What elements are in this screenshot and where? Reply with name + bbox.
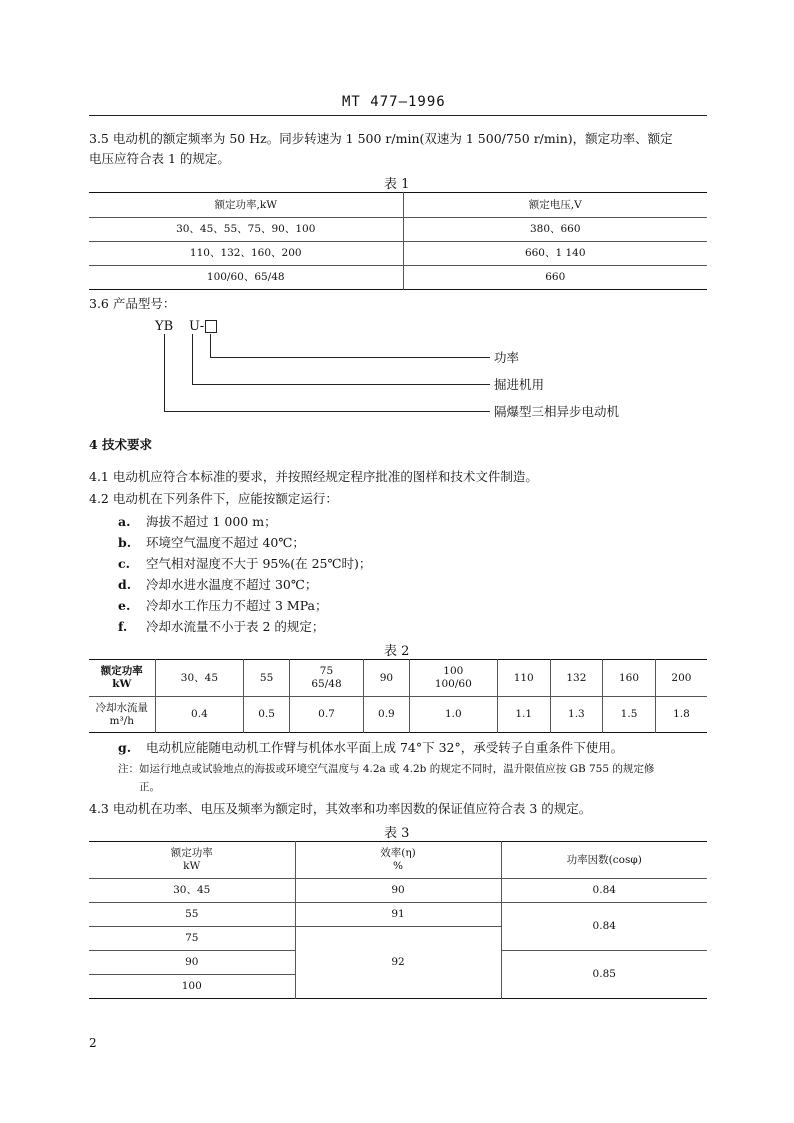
list-item-label: g. bbox=[118, 740, 132, 755]
table-cell: 55 bbox=[244, 660, 290, 697]
s4-title: 4 技术要求 bbox=[89, 437, 153, 452]
table-cell: 90 bbox=[295, 879, 501, 903]
s35-line1: 3.5 电动机的额定频率为 50 Hz。同步转速为 1 500 r/min(双速为 1 500/750 r/min)，额定功率、额定 bbox=[89, 131, 673, 146]
label-mining: 掘进机用 bbox=[494, 377, 545, 392]
s36-title: 3.6 产品型号： bbox=[89, 296, 176, 311]
table3 bbox=[89, 841, 707, 999]
table-row bbox=[89, 266, 707, 290]
table-cell: 1.3 bbox=[550, 697, 603, 733]
table-cell-line: 效率(η) bbox=[380, 847, 416, 859]
table-cell: 660 bbox=[403, 266, 707, 290]
list-item-label: c. bbox=[118, 556, 130, 571]
label-motor: 隔爆型三相异步电动机 bbox=[494, 404, 620, 419]
table-row bbox=[89, 879, 707, 903]
table-cell: 380、660 bbox=[403, 218, 707, 242]
header-rule bbox=[89, 115, 707, 116]
table-cell: 90 bbox=[89, 951, 295, 975]
header-title: MT 477—1996 bbox=[342, 94, 446, 110]
s42-text: 4.2 电动机在下列条件下，应能按额定运行： bbox=[89, 491, 338, 506]
table-cell-line: 额定功率 bbox=[100, 665, 143, 677]
list-item: 冷却水流量不小于表 2 的规定； bbox=[146, 619, 325, 634]
list-item: 环境空气温度不超过 40℃； bbox=[146, 535, 305, 550]
table-cell-line: % bbox=[393, 860, 403, 872]
list-item-label: e. bbox=[118, 598, 131, 613]
table-row bbox=[89, 242, 707, 266]
table-cell: 110 bbox=[497, 660, 550, 697]
table2-flow-head bbox=[89, 697, 155, 733]
list-item: 冷却水工作压力不超过 3 MPa； bbox=[146, 598, 328, 613]
table1 bbox=[89, 192, 707, 290]
list-item-label: d. bbox=[118, 577, 132, 592]
table-cell: 91 bbox=[295, 903, 501, 927]
table2-caption: 表 2 bbox=[384, 644, 410, 659]
table-row bbox=[89, 660, 707, 697]
table-cell: 0.9 bbox=[364, 697, 410, 733]
table-cell: 30、45、55、75、90、100 bbox=[89, 218, 403, 242]
table-row bbox=[89, 697, 707, 733]
table-cell: 75 bbox=[89, 927, 295, 951]
leader-motor-h bbox=[164, 411, 490, 412]
table-cell: 75 65/48 bbox=[289, 660, 363, 697]
table-cell: 1.0 bbox=[409, 697, 497, 733]
table-cell: 30、45 bbox=[89, 879, 295, 903]
table-cell: 160 bbox=[603, 660, 656, 697]
table3-header-eff bbox=[295, 842, 501, 879]
list-item: 空气相对湿度不大于 95%(在 25℃时)； bbox=[146, 556, 372, 571]
leader-motor-v bbox=[164, 334, 165, 411]
leader-power-v bbox=[210, 334, 211, 357]
note-line1: 注：如运行地点或试验地点的海拔或环境空气温度与 4.2a 或 4.2b 的规定不同时，温升限值应按 GB 755 的规定修 bbox=[118, 763, 655, 775]
s35-line2: 电压应符合表 1 的规定。 bbox=[89, 151, 230, 166]
table-cell: 0.5 bbox=[244, 697, 290, 733]
table-cell: 200 bbox=[655, 660, 707, 697]
note-line2: 正。 bbox=[139, 781, 160, 793]
list-item-label: f. bbox=[118, 619, 128, 634]
page-number: 2 bbox=[89, 1036, 97, 1050]
table2-power-head bbox=[89, 660, 155, 697]
table-cell: 100 bbox=[89, 975, 295, 999]
table3-header-power bbox=[89, 842, 295, 879]
table-cell: 1.8 bbox=[673, 708, 690, 720]
s41-text: 4.1 电动机应符合本标准的要求，并按照经规定程序批准的图样和技术文件制造。 bbox=[89, 469, 538, 484]
table-cell-line: kW bbox=[183, 860, 201, 872]
table-cell: 0.84 bbox=[501, 903, 707, 951]
table-cell: 30、45 bbox=[155, 660, 244, 697]
table3-header-pf: 功率因数(cosφ) bbox=[566, 853, 642, 866]
table-cell: 55 bbox=[89, 903, 295, 927]
table-cell-line: kW bbox=[112, 678, 132, 690]
table-cell: 110、132、160、200 bbox=[89, 242, 403, 266]
table2 bbox=[89, 659, 707, 733]
table1-caption: 表 1 bbox=[384, 177, 410, 192]
table1-header-voltage: 额定电压,V bbox=[528, 198, 582, 211]
list-item-label: a. bbox=[118, 514, 131, 529]
list-item-label: b. bbox=[118, 535, 132, 550]
table-cell: 660、1 140 bbox=[403, 242, 707, 266]
table-cell: 0.4 bbox=[155, 697, 244, 733]
leader-power-h bbox=[210, 357, 490, 358]
list-item: 海拔不超过 1 000 m； bbox=[146, 514, 277, 529]
table-row bbox=[89, 218, 707, 242]
table-cell: 100 100/60 bbox=[409, 660, 497, 697]
list-item: 电动机应能随电动机工作臂与机体水平面上成 74°下 32°，承受转子自重条件下使用。 bbox=[146, 740, 624, 755]
table-cell: 1.5 bbox=[603, 697, 656, 733]
table1-header-row bbox=[89, 193, 707, 218]
table-row bbox=[89, 903, 707, 927]
table-cell-line: 冷却水流量 bbox=[95, 701, 148, 714]
table-cell: 0.7 bbox=[289, 697, 363, 733]
table-cell-line: 额定功率 bbox=[170, 847, 213, 859]
table-cell: 0.85 bbox=[501, 951, 707, 999]
table-cell: 90 bbox=[364, 660, 410, 697]
leader-mining-v bbox=[192, 334, 193, 384]
model-code-u: U- bbox=[189, 319, 205, 334]
model-code-yb: YB bbox=[155, 319, 174, 334]
table-cell: 100/60、65/48 bbox=[89, 266, 403, 290]
s43-text: 4.3 电动机在功率、电压及频率为额定时，其效率和功率因数的保证值应符合表 3 的规定。 bbox=[89, 801, 592, 816]
label-power: 功率 bbox=[494, 350, 520, 365]
table-cell: 132 bbox=[550, 660, 603, 697]
table-cell-line: m³/h bbox=[109, 714, 134, 727]
table-cell: 0.84 bbox=[501, 879, 707, 903]
leader-mining-h bbox=[192, 384, 490, 385]
table-cell: 92 bbox=[295, 927, 501, 999]
list-item: 冷却水进水温度不超过 30℃； bbox=[146, 577, 318, 592]
table-cell: 1.1 bbox=[497, 697, 550, 733]
table1-header-power: 额定功率,kW bbox=[89, 193, 403, 218]
table3-caption: 表 3 bbox=[384, 826, 410, 841]
table3-header-row bbox=[89, 842, 707, 879]
model-power-box bbox=[205, 320, 217, 333]
